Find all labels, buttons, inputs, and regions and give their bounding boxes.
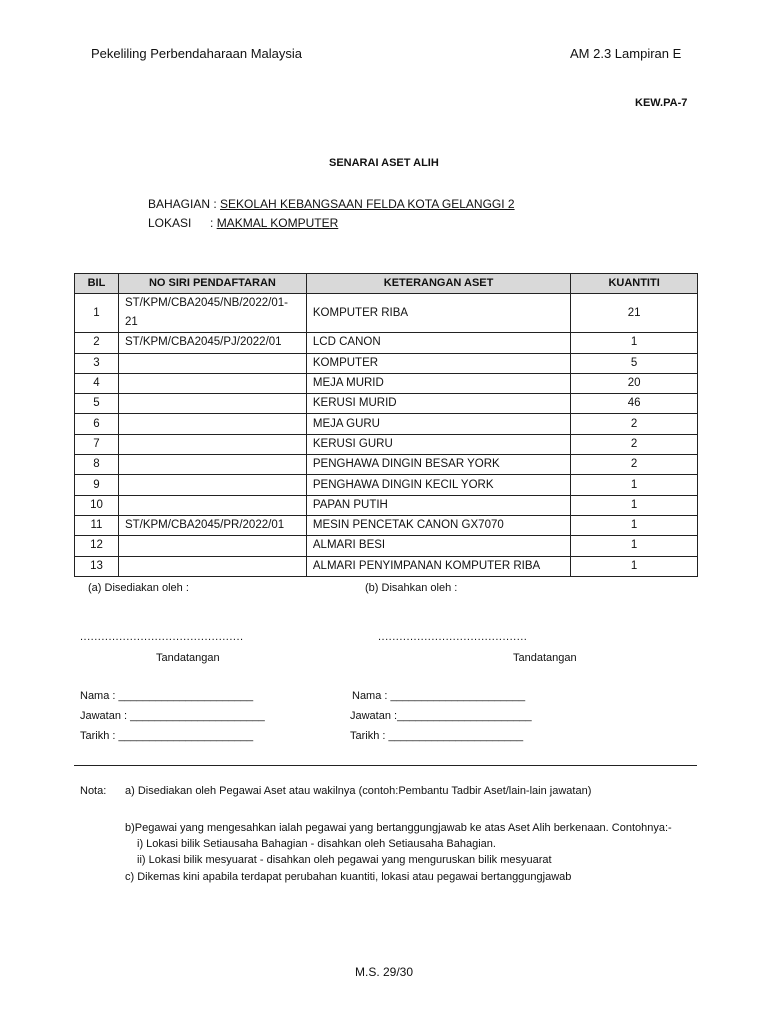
table-row [75,333,698,353]
verified-jawatan-field[interactable]: Jawatan :______________________ [350,710,532,722]
header-kuantiti: KUANTITI [571,274,698,294]
cell-bil: 12 [75,536,119,556]
header-no-siri: NO SIRI PENDAFTARAN [118,274,306,294]
table-row [75,434,698,454]
table-row [75,455,698,475]
table-row [75,394,698,414]
cell-kuantiti: 21 [571,294,698,333]
note-b: b)Pegawai yang mengesahkan ialah pegawai yang bertanggungjawab ke atas Aset Alih berkenaan. Contohnya:- [125,822,672,834]
cell-keterangan: MEJA GURU [306,414,570,434]
cell-kuantiti: 2 [571,434,698,454]
cell-bil: 4 [75,373,119,393]
cell-keterangan: PENGHAWA DINGIN KECIL YORK [306,475,570,495]
note-b-ii: ii) Lokasi bilik mesyuarat - disahkan oleh pegawai yang menguruskan bilik mesyuarat [137,854,552,866]
cell-no-siri [118,394,306,414]
asset-table [74,273,698,577]
page-title: SENARAI ASET ALIH [329,157,439,169]
cell-bil: 5 [75,394,119,414]
verified-nama-field[interactable]: Nama : ______________________ [352,690,526,702]
table-row [75,414,698,434]
lokasi-row [148,216,338,230]
cell-no-siri [118,495,306,515]
section-divider [74,765,697,766]
note-c: c) Dikemas kini apabila terdapat perubahan kuantiti, lokasi atau pegawai bertanggungjawab [125,871,572,883]
bahagian-label: BAHAGIAN : [148,197,217,211]
appendix-reference: AM 2.3 Lampiran E [570,46,682,61]
prepared-signature-label: Tandatangan [156,652,220,664]
cell-kuantiti: 20 [571,373,698,393]
cell-no-siri: ST/KPM/CBA2045/PR/2022/01 [118,515,306,535]
note-b-i: i) Lokasi bilik Setiausaha Bahagian - disahkan oleh Setiausaha Bahagian. [137,838,496,850]
cell-keterangan: ALMARI BESI [306,536,570,556]
table-row [75,495,698,515]
prepared-by-heading: (a) Disediakan oleh : [88,582,189,594]
cell-bil: 3 [75,353,119,373]
cell-keterangan: ALMARI PENYIMPANAN KOMPUTER RIBA [306,556,570,576]
cell-keterangan: MESIN PENCETAK CANON GX7070 [306,515,570,535]
cell-bil: 8 [75,455,119,475]
cell-kuantiti: 1 [571,333,698,353]
table-body [75,294,698,577]
cell-bil: 13 [75,556,119,576]
cell-keterangan: PENGHAWA DINGIN BESAR YORK [306,455,570,475]
table-row [75,373,698,393]
cell-kuantiti: 1 [571,556,698,576]
document-source: Pekeliling Perbendaharaan Malaysia [91,46,303,61]
cell-kuantiti: 5 [571,353,698,373]
cell-keterangan: KERUSI MURID [306,394,570,414]
cell-bil: 10 [75,495,119,515]
cell-bil: 1 [75,294,119,333]
cell-bil: 11 [75,515,119,535]
cell-bil: 7 [75,434,119,454]
cell-kuantiti: 2 [571,414,698,434]
cell-no-siri [118,536,306,556]
cell-no-siri [118,434,306,454]
notes-label: Nota: [80,785,107,797]
header-keterangan: KETERANGAN ASET [306,274,570,294]
cell-keterangan: KOMPUTER RIBA [306,294,570,333]
cell-kuantiti: 1 [571,515,698,535]
verified-tarikh-field[interactable]: Tarikh : ______________________ [350,730,524,742]
prepared-nama-field[interactable]: Nama : ______________________ [80,690,254,702]
cell-bil: 2 [75,333,119,353]
form-code: KEW.PA-7 [635,97,688,109]
lokasi-value: MAKMAL KOMPUTER [216,216,339,230]
cell-no-siri: ST/KPM/CBA2045/PJ/2022/01 [118,333,306,353]
table-row [75,536,698,556]
cell-no-siri [118,475,306,495]
lokasi-label: LOKASI [148,216,192,230]
table-row [75,515,698,535]
prepared-tarikh-field[interactable]: Tarikh : ______________________ [80,730,254,742]
bahagian-row [148,197,515,211]
cell-bil: 9 [75,475,119,495]
cell-kuantiti: 1 [571,475,698,495]
cell-no-siri [118,414,306,434]
header-bil: BIL [75,274,119,294]
verified-signature-label: Tandatangan [513,652,577,664]
cell-keterangan: MEJA MURID [306,373,570,393]
table-header-row [75,274,698,294]
cell-no-siri [118,353,306,373]
cell-no-siri [118,556,306,576]
table-row [75,294,698,333]
cell-kuantiti: 2 [571,455,698,475]
cell-keterangan: LCD CANON [306,333,570,353]
cell-bil: 6 [75,414,119,434]
cell-no-siri [118,373,306,393]
prepared-signature-line: .............................................. [80,631,244,643]
table-row [75,353,698,373]
cell-keterangan: KERUSI GURU [306,434,570,454]
bahagian-value: SEKOLAH KEBANGSAAN FELDA KOTA GELANGGI 2 [220,197,515,211]
cell-keterangan: PAPAN PUTIH [306,495,570,515]
verified-signature-line: .......................................... [378,631,528,643]
cell-kuantiti: 46 [571,394,698,414]
cell-no-siri [118,455,306,475]
cell-keterangan: KOMPUTER [306,353,570,373]
table-row [75,556,698,576]
verified-by-heading: (b) Disahkan oleh : [365,582,458,594]
note-a: a) Disediakan oleh Pegawai Aset atau wakilnya (contoh:Pembantu Tadbir Aset/lain-lain jawatan) [125,785,592,797]
cell-kuantiti: 1 [571,495,698,515]
lokasi-colon: : [210,216,214,230]
page-number: M.S. 29/30 [355,965,414,979]
prepared-jawatan-field[interactable]: Jawatan : ______________________ [80,710,265,722]
table-row [75,475,698,495]
cell-no-siri: ST/KPM/CBA2045/NB/2022/01-21 [118,294,306,333]
cell-kuantiti: 1 [571,536,698,556]
